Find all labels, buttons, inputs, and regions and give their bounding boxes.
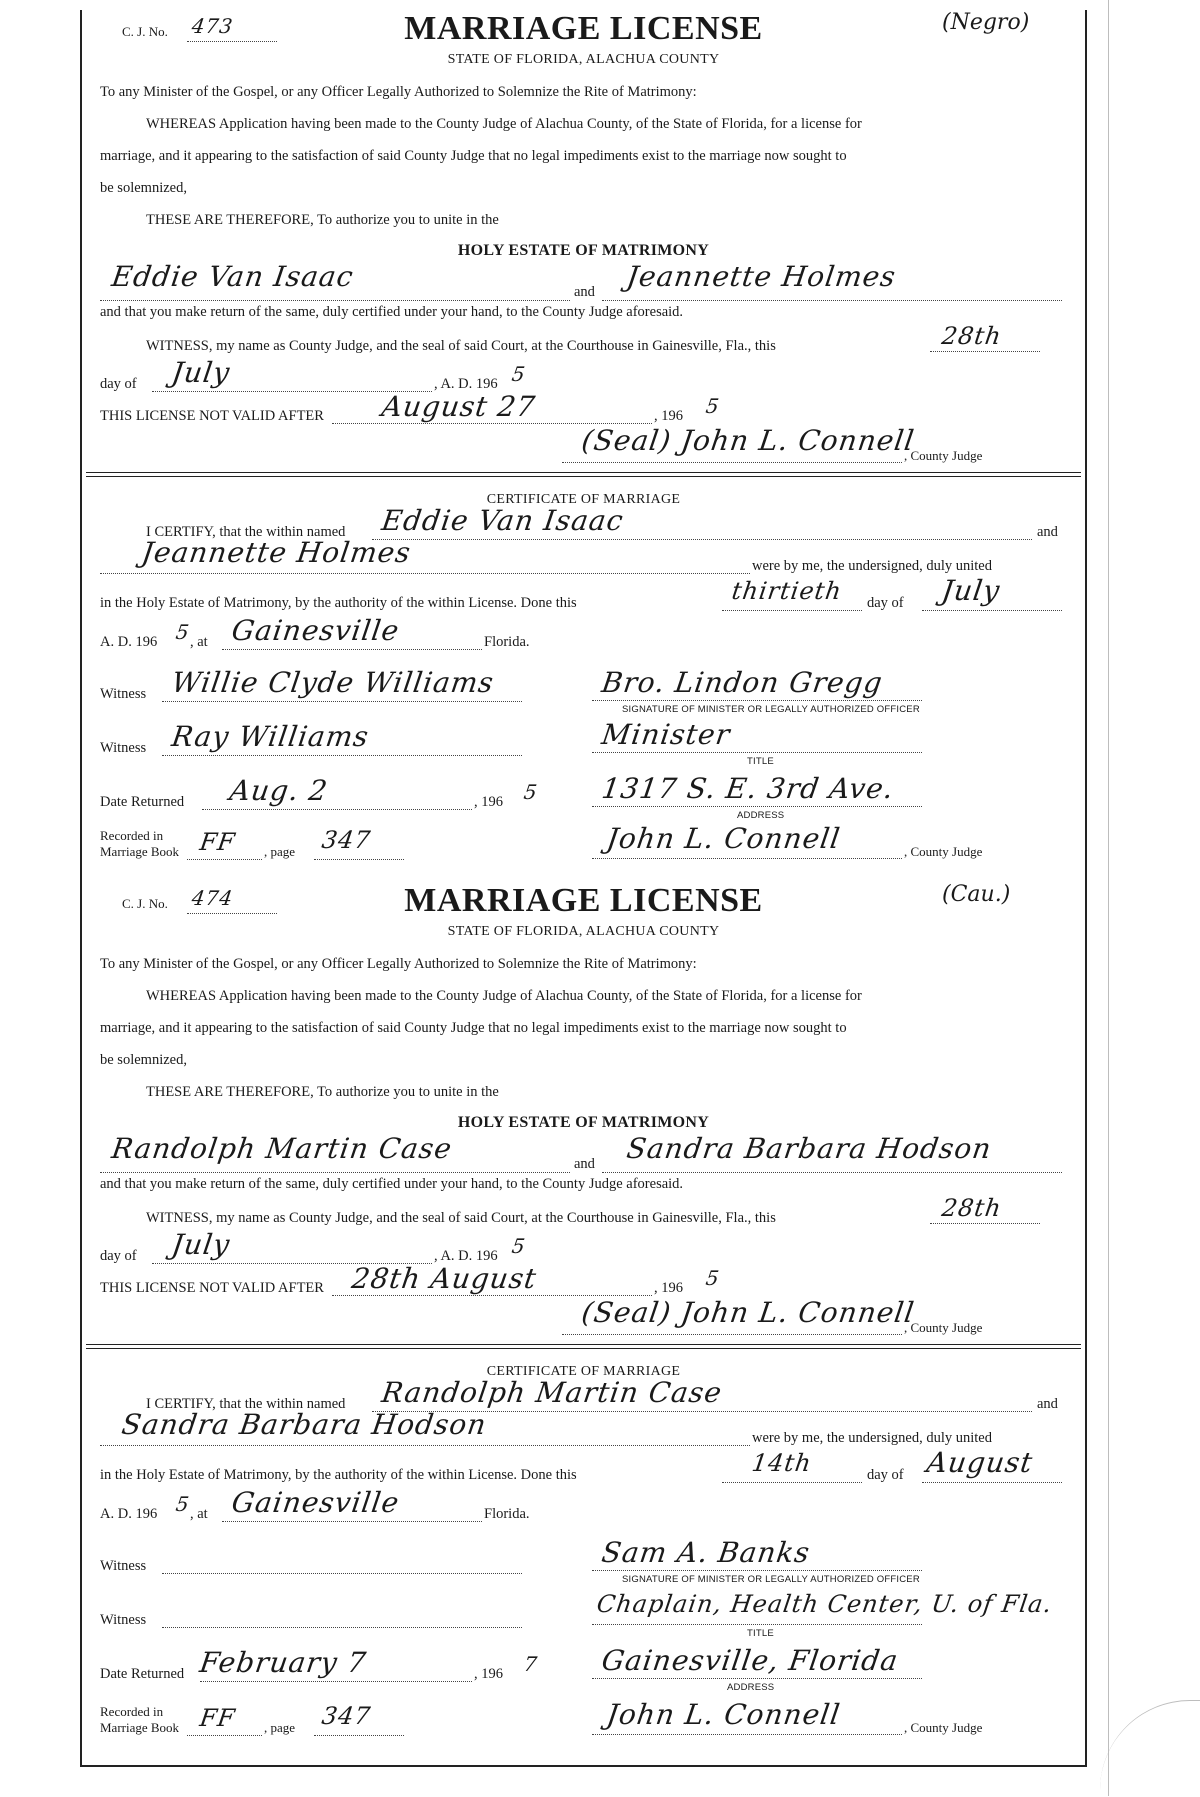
therefore-line: THESE ARE THEREFORE, To authorize you to unite in the xyxy=(146,212,499,228)
recorded-in-label: Recorded in xyxy=(100,1704,164,1719)
race-annotation: (Cau.) xyxy=(942,882,1011,907)
judge-signature: (Seal) John L. Connell xyxy=(579,1296,917,1329)
judge-signature-line xyxy=(562,462,902,463)
book-line xyxy=(187,859,262,860)
license-record-474 xyxy=(82,882,1085,1762)
witness-2-line xyxy=(162,1627,522,1628)
witness-text: WITNESS, my name as County Judge, and the seal of said Court, at the Courthouse in Gainesville, Fla., this xyxy=(146,338,776,354)
issue-year-digit: 5 xyxy=(510,1234,528,1258)
page-curl xyxy=(1100,1700,1200,1797)
done-day-of-label: day of xyxy=(867,1467,904,1483)
date-returned: February 7 xyxy=(197,1646,369,1679)
title-caption: TITLE xyxy=(747,756,774,767)
done-place: Gainesville xyxy=(229,614,402,647)
page-label: , page xyxy=(264,1720,296,1735)
officer-address: Gainesville, Florida xyxy=(599,1644,901,1677)
officer-caption: SIGNATURE OF MINISTER OR LEGALLY AUTHORIZED OFFICER xyxy=(622,704,920,715)
page-line xyxy=(314,859,404,860)
license-record-473 xyxy=(82,10,1085,870)
race-annotation: (Negro) xyxy=(942,10,1030,35)
officer-signature-line xyxy=(592,1570,922,1571)
license-subtitle: STATE OF FLORIDA, ALACHUA COUNTY xyxy=(447,924,720,939)
ad-label-2: A. D. 196 xyxy=(100,634,158,650)
done-day-line xyxy=(722,1482,862,1483)
whereas-line-3: be solemnized, xyxy=(100,180,187,196)
witness-1-line xyxy=(162,1573,522,1574)
issue-day-line xyxy=(930,1223,1040,1224)
witness-1-label: Witness xyxy=(100,686,147,702)
date-returned: Aug. 2 xyxy=(227,774,331,807)
witness-2-name: Ray Williams xyxy=(169,720,372,753)
cert-groom-line xyxy=(372,539,1032,540)
holy-estate-heading: HOLY ESTATE OF MATRIMONY xyxy=(457,242,710,259)
holy-estate-heading: HOLY ESTATE OF MATRIMONY xyxy=(457,1114,710,1131)
done-year-digit: 5 xyxy=(174,1492,192,1516)
date-returned-label: Date Returned xyxy=(100,794,185,810)
salutation: To any Minister of the Gospel, or any Officer Legally Authorized to Solemnize the Rite of Matrimony: xyxy=(100,956,697,972)
returned-year-prefix: , 196 xyxy=(474,794,503,810)
license-title: MARRIAGE LICENSE xyxy=(404,10,763,47)
groom-name: Randolph Martin Case xyxy=(109,1132,455,1165)
united-label: were by me, the undersigned, duly united xyxy=(752,558,992,574)
recorder-signature-line xyxy=(592,1734,902,1735)
returned-year-digit: 5 xyxy=(522,780,540,804)
address-caption: ADDRESS xyxy=(727,1682,775,1693)
not-valid-label: THIS LICENSE NOT VALID AFTER xyxy=(100,1280,324,1296)
cj-label: C. J. No. xyxy=(122,24,168,39)
bride-name: Jeannette Holmes xyxy=(624,260,899,293)
united-label: were by me, the undersigned, duly united xyxy=(752,1430,992,1446)
witness-1-name: Willie Clyde Williams xyxy=(169,666,497,699)
witness-2-label: Witness xyxy=(100,740,147,756)
county-judge-label: , County Judge xyxy=(904,1320,983,1335)
day-of-label: day of xyxy=(100,1248,137,1264)
done-place-line xyxy=(222,649,482,650)
witness-2-label: Witness xyxy=(100,1612,147,1628)
license-title: MARRIAGE LICENSE xyxy=(404,882,763,919)
address-caption: ADDRESS xyxy=(737,810,785,821)
officer-signature-line xyxy=(592,700,922,701)
cert-and-label: and xyxy=(1037,524,1058,540)
therefore-line: THESE ARE THEREFORE, To authorize you to unite in the xyxy=(146,1084,499,1100)
returned-year-prefix: , 196 xyxy=(474,1666,503,1682)
done-place-line xyxy=(222,1521,482,1522)
cert-and-label: and xyxy=(1037,1396,1058,1412)
officer-title: Minister xyxy=(599,718,733,751)
whereas-line-3: be solemnized, xyxy=(100,1052,187,1068)
officer-title: Chaplain, Health Center, U. of Fla. xyxy=(595,1590,1055,1618)
done-day: thirtieth xyxy=(730,577,844,605)
date-returned-label: Date Returned xyxy=(100,1666,185,1682)
license-subtitle: STATE OF FLORIDA, ALACHUA COUNTY xyxy=(447,52,720,67)
whereas-line-1: WHEREAS Application having been made to the County Judge of Alachua County, of the State of Florida, for a license for xyxy=(146,988,862,1004)
issue-day-line xyxy=(930,351,1040,352)
whereas-line-1: WHEREAS Application having been made to the County Judge of Alachua County, of the State of Florida, for a license for xyxy=(146,116,862,132)
officer-title-line xyxy=(592,752,922,753)
recorded-in-label: Recorded in xyxy=(100,828,164,843)
book-letters: FF xyxy=(198,1704,238,1732)
recorder-signature: John L. Connell xyxy=(604,1698,843,1731)
witness-1-line xyxy=(162,701,522,702)
and-label: and xyxy=(574,1156,595,1172)
issue-day: 28th xyxy=(940,322,1004,350)
whereas-line-2: marriage, and it appearing to the satisfaction of said County Judge that no legal impediments exist to the marriage now sought to xyxy=(100,148,847,164)
and-label: and xyxy=(574,284,595,300)
page-line xyxy=(314,1735,404,1736)
done-month: August xyxy=(924,1446,1036,1479)
done-day-line xyxy=(722,610,862,611)
groom-line xyxy=(100,300,570,301)
groom-line xyxy=(100,1172,570,1173)
issue-day: 28th xyxy=(940,1194,1004,1222)
recorder-signature: John L. Connell xyxy=(604,822,843,855)
page-number: 347 xyxy=(320,1702,373,1730)
officer-signature: Bro. Lindon Gregg xyxy=(599,666,885,699)
witness-text: WITNESS, my name as County Judge, and the seal of said Court, at the Courthouse in Gainesville, Fla., this xyxy=(146,1210,776,1226)
judge-signature-line xyxy=(562,1334,902,1335)
section-divider xyxy=(86,1344,1081,1349)
returned-year-digit: 7 xyxy=(522,1652,540,1676)
officer-caption: SIGNATURE OF MINISTER OR LEGALLY AUTHORIZED OFFICER xyxy=(622,1574,920,1585)
bride-name: Sandra Barbara Hodson xyxy=(624,1132,994,1165)
done-month-line xyxy=(922,610,1062,611)
issue-year-digit: 5 xyxy=(510,362,528,386)
cert-groom-name: Eddie Van Isaac xyxy=(379,504,626,537)
cj-number: 473 xyxy=(190,14,235,38)
cert-bride-name: Sandra Barbara Hodson xyxy=(119,1408,489,1441)
done-day-of-label: day of xyxy=(867,595,904,611)
holy-estate-text: in the Holy Estate of Matrimony, by the authority of the within License. Done this xyxy=(100,1467,577,1483)
not-valid-label: THIS LICENSE NOT VALID AFTER xyxy=(100,408,324,424)
witness-1-label: Witness xyxy=(100,1558,147,1574)
not-valid-year-prefix: , 196 xyxy=(654,1280,683,1296)
salutation: To any Minister of the Gospel, or any Officer Legally Authorized to Solemnize the Rite of Matrimony: xyxy=(100,84,697,100)
bride-line xyxy=(602,1172,1062,1173)
date-returned-line xyxy=(202,809,472,810)
cert-groom-name: Randolph Martin Case xyxy=(379,1376,725,1409)
certify-label: I CERTIFY, that the within named xyxy=(146,524,346,540)
cj-number: 474 xyxy=(190,886,235,910)
not-valid-date: 28th August xyxy=(349,1262,539,1295)
page-label: , page xyxy=(264,844,296,859)
return-line: and that you make return of the same, duly certified under your hand, to the County Judge aforesaid. xyxy=(100,304,684,320)
done-month-line xyxy=(922,1482,1062,1483)
officer-title-line xyxy=(592,1624,922,1625)
ad-label: , A. D. 196 xyxy=(434,376,498,392)
not-valid-year-digit: 5 xyxy=(704,1266,722,1290)
officer-address-line xyxy=(592,1678,922,1679)
florida-label: Florida. xyxy=(484,1506,530,1522)
at-label: , at xyxy=(190,1506,208,1522)
date-returned-line xyxy=(200,1681,472,1682)
county-judge-label: , County Judge xyxy=(904,448,983,463)
marriage-book-label: Marriage Book xyxy=(100,844,180,859)
officer-signature: Sam A. Banks xyxy=(599,1536,813,1569)
florida-label: Florida. xyxy=(484,634,530,650)
not-valid-year-prefix: , 196 xyxy=(654,408,683,424)
ad-label: , A. D. 196 xyxy=(434,1248,498,1264)
at-label: , at xyxy=(190,634,208,650)
certify-label: I CERTIFY, that the within named xyxy=(146,1396,346,1412)
day-of-label: day of xyxy=(100,376,137,392)
return-line: and that you make return of the same, duly certified under your hand, to the County Judge aforesaid. xyxy=(100,1176,684,1192)
holy-estate-text: in the Holy Estate of Matrimony, by the authority of the within License. Done this xyxy=(100,595,577,611)
certificate-heading: CERTIFICATE OF MARRIAGE xyxy=(486,492,681,507)
section-divider xyxy=(86,472,1081,477)
ad-label-2: A. D. 196 xyxy=(100,1506,158,1522)
marriage-book-label: Marriage Book xyxy=(100,1720,180,1735)
groom-name: Eddie Van Isaac xyxy=(109,260,356,293)
judge-signature: (Seal) John L. Connell xyxy=(579,424,917,457)
done-year-digit: 5 xyxy=(174,620,192,644)
page-number: 347 xyxy=(320,826,373,854)
cert-bride-name: Jeannette Holmes xyxy=(139,536,414,569)
county-judge-label-2: , County Judge xyxy=(904,844,983,859)
done-month: July xyxy=(939,574,1003,607)
book-letters: FF xyxy=(198,828,238,856)
page-edge xyxy=(1108,0,1111,1796)
bride-line xyxy=(602,300,1062,301)
done-day: 14th xyxy=(750,1449,814,1477)
recorder-signature-line xyxy=(592,858,902,859)
book-line xyxy=(187,1735,262,1736)
certificate-heading: CERTIFICATE OF MARRIAGE xyxy=(486,1364,681,1379)
county-judge-label-2: , County Judge xyxy=(904,1720,983,1735)
cj-label: C. J. No. xyxy=(122,896,168,911)
issue-month: July xyxy=(169,1228,233,1261)
officer-address: 1317 S. E. 3rd Ave. xyxy=(599,772,897,805)
witness-2-line xyxy=(162,755,522,756)
title-caption: TITLE xyxy=(747,1628,774,1639)
license-page xyxy=(80,10,1087,1767)
not-valid-date: August 27 xyxy=(379,390,538,423)
officer-address-line xyxy=(592,806,922,807)
issue-month: July xyxy=(169,356,233,389)
done-place: Gainesville xyxy=(229,1486,402,1519)
not-valid-year-digit: 5 xyxy=(704,394,722,418)
whereas-line-2: marriage, and it appearing to the satisfaction of said County Judge that no legal impediments exist to the marriage now sought to xyxy=(100,1020,847,1036)
cert-bride-line xyxy=(100,573,750,574)
cert-bride-line xyxy=(100,1445,750,1446)
